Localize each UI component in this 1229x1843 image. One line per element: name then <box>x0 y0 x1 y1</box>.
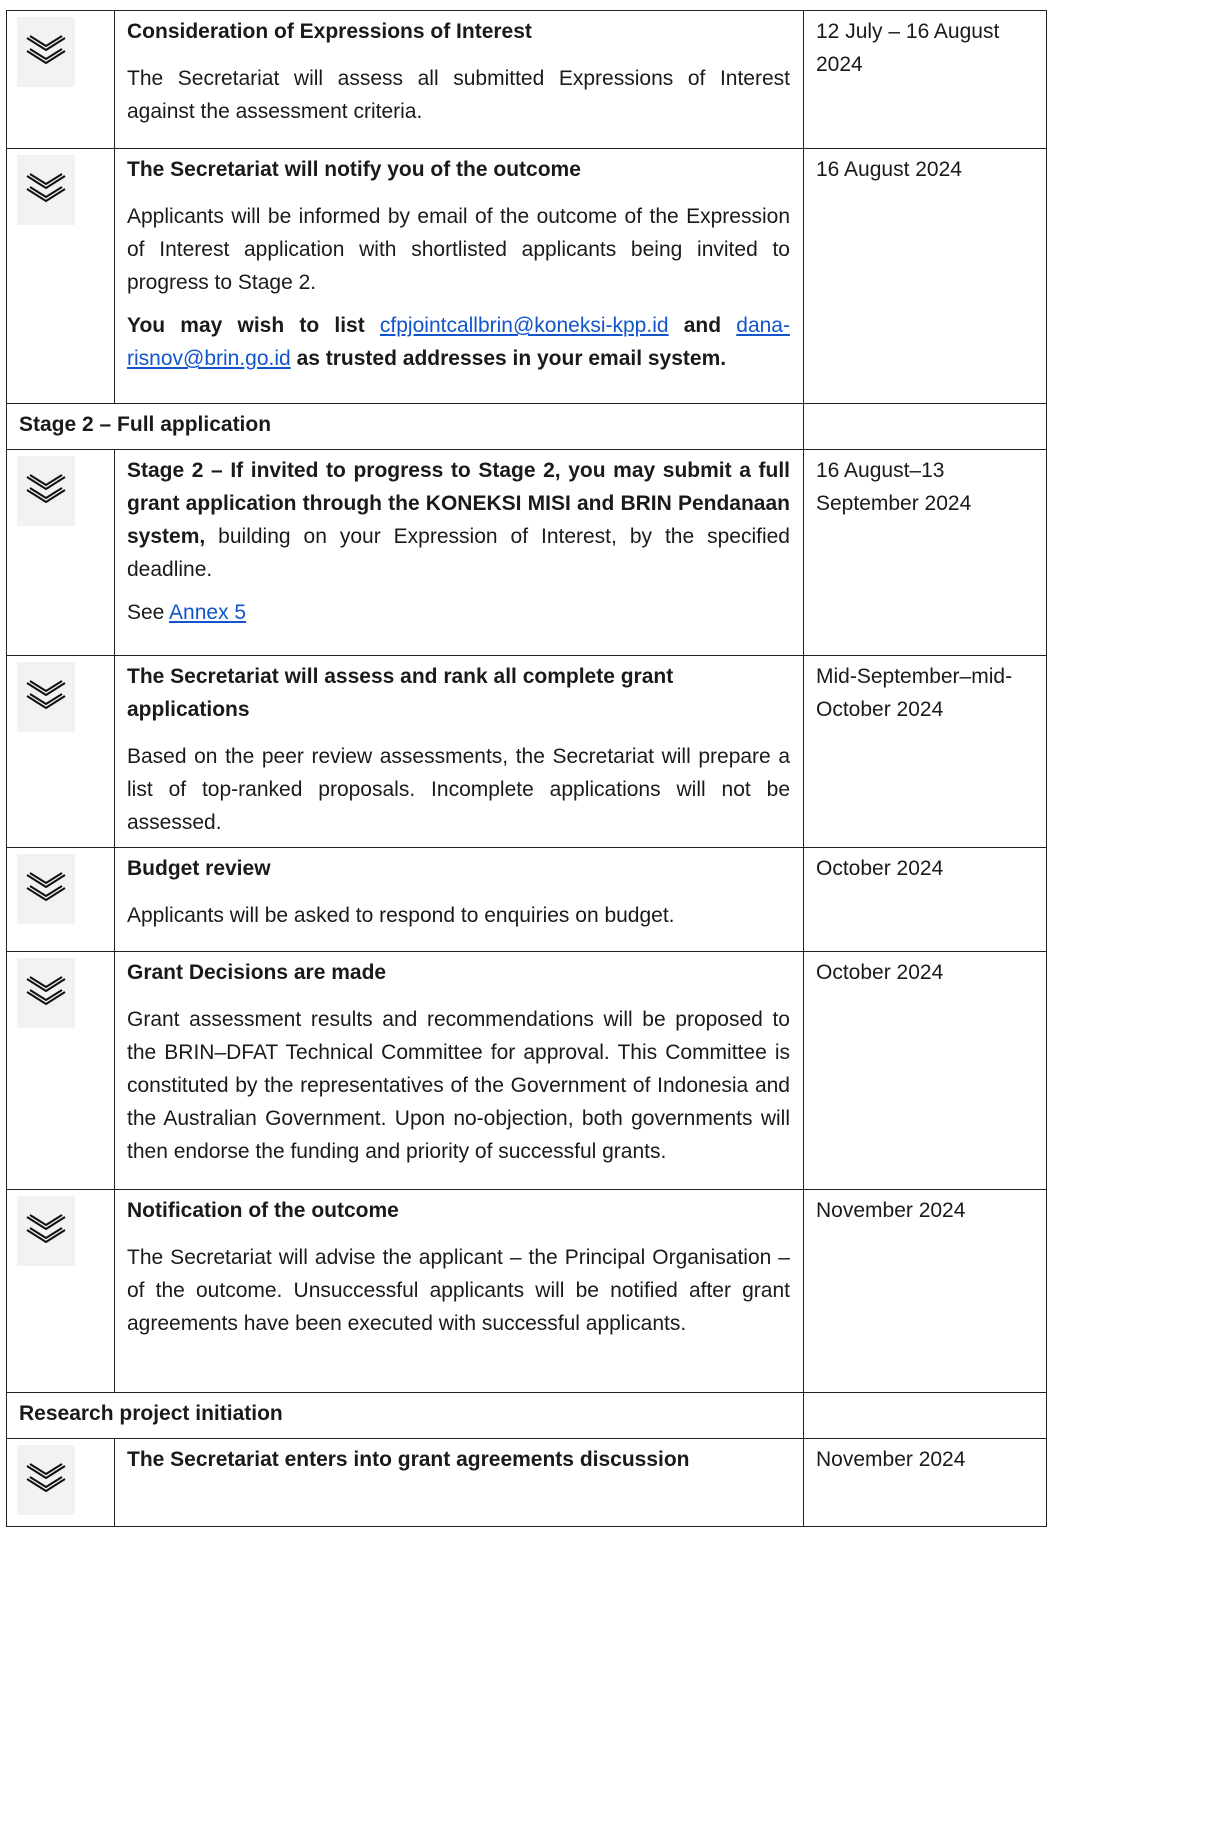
double-chevron-down-icon <box>17 662 75 732</box>
timeline-row <box>7 149 1047 404</box>
date-cell: November 2024 <box>804 1190 1047 1393</box>
date-cell: Mid-September–mid-October 2024 <box>804 656 1047 848</box>
double-chevron-down-icon <box>17 854 75 924</box>
description-cell <box>115 656 804 848</box>
description-cell <box>115 1439 804 1527</box>
step-description: Applicants will be informed by email of the outcome of the Expression of Interest application with shortlisted applicants being invited to progress to Stage 2. <box>127 205 790 294</box>
stage-heading: Stage 2 – Full application <box>7 404 804 450</box>
double-chevron-down-icon <box>17 1196 75 1266</box>
date-cell <box>804 1393 1047 1439</box>
trusted-addresses-note <box>127 309 790 375</box>
double-chevron-down-icon <box>17 456 75 526</box>
description-cell <box>115 952 804 1190</box>
date-cell: October 2024 <box>804 848 1047 952</box>
icon-cell <box>7 450 115 656</box>
double-chevron-down-icon <box>17 17 75 87</box>
note-text: You may wish to list <box>127 314 380 337</box>
date-cell: 16 August 2024 <box>804 149 1047 404</box>
timeline-row <box>7 1439 1047 1527</box>
date-cell <box>804 404 1047 450</box>
see-prefix: See <box>127 601 170 624</box>
description-cell <box>115 1190 804 1393</box>
step-title: The Secretariat will notify you of the outcome <box>127 158 581 181</box>
icon-cell <box>7 656 115 848</box>
stage-heading: Research project initiation <box>7 1393 804 1439</box>
description-cell <box>115 848 804 952</box>
step-description-rest: building on your Expression of Interest, by the specified deadline. <box>127 525 790 581</box>
step-title: Budget review <box>127 857 271 880</box>
step-description: Applicants will be asked to respond to enquiries on budget. <box>127 904 675 927</box>
step-title: Consideration of Expressions of Interest <box>127 20 532 43</box>
description-cell <box>115 450 804 656</box>
icon-cell <box>7 1190 115 1393</box>
email-link-koneksi[interactable]: cfpjointcallbrin@koneksi-kpp.id <box>379 314 669 337</box>
timeline-row <box>7 1190 1047 1393</box>
step-description <box>127 454 790 586</box>
description-cell <box>115 11 804 149</box>
date-cell: 12 July – 16 August 2024 <box>804 11 1047 149</box>
step-description: Grant assessment results and recommendations will be proposed to the BRIN–DFAT Technical Committee for approval. This Committee is constituted by the representatives of the Government of Indonesia and the Australian Government. Upon no-objection, both governments will then endorse the funding and priority of successful grants. <box>127 1008 790 1163</box>
icon-cell <box>7 1439 115 1527</box>
email-link-brin[interactable]: dana-risnov@brin.go.id <box>127 314 790 370</box>
double-chevron-down-icon <box>17 958 75 1028</box>
step-title: Notification of the outcome <box>127 1199 399 1222</box>
date-cell: 16 August–13 September 2024 <box>804 450 1047 656</box>
description-cell <box>115 149 804 404</box>
timeline-row <box>7 656 1047 848</box>
step-title: Stage 2 – If invited to progress to Stage 2, you may submit a full grant application through the KONEKSI MISI and BRIN Pendanaan system, <box>127 459 790 548</box>
annex-5-link[interactable]: Annex 5 <box>169 601 247 624</box>
icon-cell <box>7 952 115 1190</box>
timeline-row <box>7 848 1047 952</box>
see-annex <box>127 596 790 629</box>
step-title: Grant Decisions are made <box>127 961 387 984</box>
icon-cell <box>7 149 115 404</box>
double-chevron-down-icon <box>17 155 75 225</box>
date-cell: October 2024 <box>804 952 1047 1190</box>
stage-row <box>7 1393 1047 1439</box>
timeline-row <box>7 952 1047 1190</box>
step-description: Based on the peer review assessments, the Secretariat will prepare a list of top-ranked proposals. Incomplete applications will not be assessed. <box>127 745 790 834</box>
timeline-row <box>7 450 1047 656</box>
icon-cell <box>7 11 115 149</box>
stage-row <box>7 404 1047 450</box>
date-cell: November 2024 <box>804 1439 1047 1527</box>
note-text: as trusted addresses in your email system. <box>290 347 727 370</box>
timeline-row <box>7 11 1047 149</box>
step-title: The Secretariat will assess and rank all complete grant applications <box>127 665 674 721</box>
step-description: The Secretariat will advise the applicant – the Principal Organisation – of the outcome. Unsuccessful applicants will be notified after grant agreements have been executed with successful applicants. <box>127 1246 790 1335</box>
step-title: The Secretariat enters into grant agreements discussion <box>127 1448 690 1471</box>
double-chevron-down-icon <box>17 1445 75 1515</box>
step-description: The Secretariat will assess all submitted Expressions of Interest against the assessment criteria. <box>127 67 790 123</box>
note-text: and <box>668 314 737 337</box>
timeline-table <box>6 10 1047 1527</box>
icon-cell <box>7 848 115 952</box>
